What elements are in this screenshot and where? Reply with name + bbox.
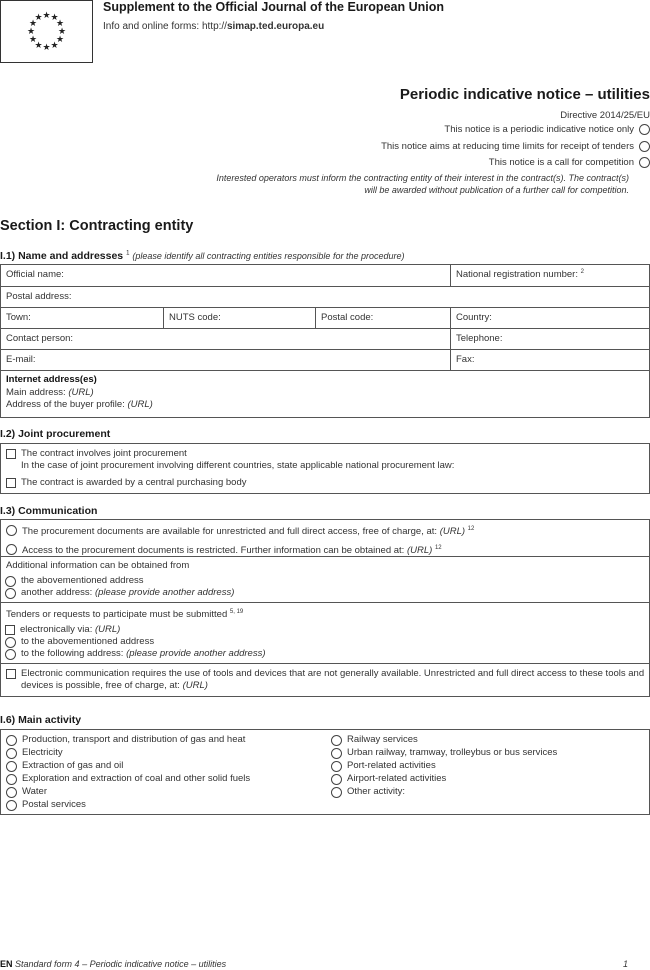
- national-reg-field[interactable]: [451, 265, 649, 286]
- internet-heading: Internet address(es): [6, 374, 97, 385]
- notice-option-pin-only[interactable]: [444, 124, 650, 135]
- svg-text:★: ★: [28, 35, 38, 45]
- checkbox[interactable]: [6, 669, 16, 679]
- svg-text:★: ★: [34, 41, 43, 51]
- radio-button[interactable]: [331, 787, 342, 798]
- additional-above-option[interactable]: [1, 575, 649, 587]
- radio-button[interactable]: [331, 761, 342, 772]
- restricted-text: Access to the procurement documents is restricted. Further information can be obtained at:: [22, 545, 405, 557]
- tenders-submitted-text: Tenders or requests to participate must be submitted: [6, 609, 228, 621]
- svg-text:★: ★: [50, 41, 59, 51]
- option-label: Postal services: [22, 799, 86, 810]
- internet-address-row: [1, 371, 649, 417]
- i6-heading: I.6) Main activity: [0, 714, 82, 726]
- radio-button[interactable]: [6, 787, 17, 798]
- eu-flag-icon: [0, 0, 93, 63]
- activity-coal[interactable]: [1, 773, 326, 785]
- option-label: This notice is a call for competition: [488, 157, 634, 168]
- electronically-text: electronically via:: [20, 624, 93, 636]
- radio-button[interactable]: [5, 576, 16, 587]
- option-label: Railway services: [347, 734, 418, 745]
- option-label: Port-related activities: [347, 760, 436, 771]
- svg-text:★: ★: [42, 43, 51, 53]
- unrestricted-text: The procurement documents are available for unrestricted and full direct access, free of charge, at:: [22, 526, 438, 538]
- radio-button[interactable]: [331, 774, 342, 785]
- form-name: Standard form 4 – Periodic indicative notice – utilities: [15, 959, 227, 969]
- buyer-profile-field[interactable]: [6, 399, 644, 412]
- radio-button[interactable]: [639, 157, 650, 168]
- svg-text:★: ★: [50, 13, 59, 23]
- joint-law-text: In the case of joint procurement involving different countries, state applicable national procurement law:: [21, 460, 455, 471]
- activity-gas-oil[interactable]: [1, 760, 326, 772]
- option-label: Electricity: [22, 747, 63, 758]
- info-url-link[interactable]: simap.ted.europa.eu: [226, 21, 325, 32]
- option-label: Other activity:: [347, 786, 406, 797]
- option-label: Extraction of gas and oil: [22, 760, 124, 771]
- radio-button[interactable]: [6, 544, 17, 555]
- another-address-text: another address:: [21, 587, 93, 598]
- notice-option-call-competition[interactable]: [489, 157, 650, 168]
- central-purchasing-option[interactable]: [1, 477, 649, 489]
- option-label: The contract involves joint procurement: [21, 448, 187, 459]
- documents-access-row: [1, 520, 649, 557]
- checkbox[interactable]: [5, 625, 15, 635]
- to-following-text: to the following address:: [21, 648, 124, 660]
- table-row: [1, 350, 649, 371]
- url-hint: (URL): [94, 624, 121, 636]
- national-reg-label: National registration number:: [456, 269, 578, 281]
- contact-person-field[interactable]: Contact person:: [1, 329, 451, 349]
- svg-text:★: ★: [26, 27, 36, 37]
- table-row: [1, 287, 649, 308]
- language-code: EN: [0, 959, 13, 969]
- radio-button[interactable]: [5, 637, 16, 648]
- svg-text:★: ★: [42, 11, 51, 21]
- telephone-field[interactable]: Telephone:: [456, 333, 503, 344]
- info-prefix: Info and online forms: http://: [103, 21, 227, 32]
- electronic-comm-row: [1, 664, 649, 696]
- page-number: 1: [622, 959, 628, 969]
- submit-electronically-option[interactable]: [1, 624, 649, 636]
- option-label: the abovementioned address: [21, 575, 144, 586]
- option-label: This notice is a periodic indicative notice only: [444, 124, 634, 135]
- additional-another-option[interactable]: [1, 587, 649, 599]
- radio-button[interactable]: [6, 748, 17, 759]
- submit-following-option[interactable]: [1, 648, 649, 660]
- option-label: [20, 624, 120, 636]
- tenders-text: [6, 606, 243, 621]
- option-label: Water: [22, 786, 47, 797]
- interest-note: Interested operators must inform the contracting entity of their interest in the contract(s). The contract(s) will be awarded without publication of a further call for competition.: [216, 173, 629, 195]
- activity-electricity[interactable]: [1, 747, 326, 759]
- main-activity-box: [0, 729, 650, 815]
- additional-info-row: [1, 557, 649, 603]
- joint-procurement-option[interactable]: [1, 448, 649, 460]
- radio-button[interactable]: [6, 735, 17, 746]
- unrestricted-access-option[interactable]: [1, 523, 649, 538]
- option-label: [21, 648, 266, 660]
- table-row: [1, 329, 649, 350]
- country-field[interactable]: Country:: [456, 312, 492, 323]
- option-label: [22, 523, 474, 538]
- section-title: Section I: Contracting entity: [0, 218, 194, 234]
- radio-button[interactable]: [6, 761, 17, 772]
- option-label: Airport-related activities: [347, 773, 447, 784]
- electronic-comm-option[interactable]: [1, 668, 649, 692]
- i3-heading: I.3) Communication: [0, 505, 98, 517]
- activity-column-left: [1, 734, 326, 811]
- option-label: Production, transport and distribution of gas and heat: [22, 734, 246, 745]
- activity-port[interactable]: [326, 760, 646, 772]
- checkbox[interactable]: [6, 449, 16, 459]
- i1-heading: [0, 250, 404, 262]
- fax-field[interactable]: Fax:: [456, 354, 475, 365]
- svg-text:★: ★: [55, 19, 65, 29]
- option-label: This notice aims at reducing time limits for receipt of tenders: [381, 141, 634, 152]
- main-address-label: Main address:: [6, 386, 66, 398]
- another-address-note: (please provide another address): [94, 587, 235, 598]
- footnote-ref: 12: [434, 545, 442, 552]
- url-hint: (URL): [439, 526, 466, 538]
- submit-above-option[interactable]: [1, 636, 649, 648]
- submission-row: [1, 603, 649, 664]
- checkbox[interactable]: [6, 478, 16, 488]
- notice-option-reduce-time[interactable]: [381, 141, 650, 152]
- radio-button[interactable]: [5, 649, 16, 660]
- table-row: [1, 265, 649, 287]
- radio-button[interactable]: [6, 525, 17, 536]
- page-footer: [0, 959, 226, 969]
- activity-postal[interactable]: [1, 799, 326, 811]
- town-field[interactable]: Town:: [1, 308, 164, 328]
- official-name-field[interactable]: Official name:: [1, 265, 451, 286]
- footnote-ref: 2: [580, 269, 584, 275]
- email-field[interactable]: E-mail:: [1, 350, 451, 370]
- communication-box: [0, 519, 650, 697]
- svg-text:★: ★: [28, 19, 38, 29]
- radio-button[interactable]: [5, 588, 16, 599]
- url-hint: (URL): [127, 399, 153, 410]
- url-hint: (URL): [182, 680, 208, 691]
- postal-address-field[interactable]: Postal address:: [6, 291, 72, 302]
- option-label: Urban railway, tramway, trolleybus or bus services: [347, 747, 558, 758]
- joint-procurement-box: [0, 443, 650, 494]
- option-label: to the abovementioned address: [21, 636, 155, 648]
- buyer-profile-label: Address of the buyer profile:: [6, 399, 125, 410]
- radio-button[interactable]: [6, 774, 17, 785]
- activity-water[interactable]: [1, 786, 326, 798]
- url-hint: (URL): [406, 545, 433, 557]
- activity-railway[interactable]: [326, 734, 646, 746]
- option-label: Exploration and extraction of coal and other solid fuels: [22, 773, 251, 784]
- table-row: [1, 308, 649, 329]
- info-line: [103, 21, 324, 32]
- option-label: [21, 668, 649, 692]
- svg-text:★: ★: [55, 35, 65, 45]
- additional-info-label: Additional information can be obtained from: [6, 560, 190, 571]
- postal-code-field[interactable]: Postal code:: [316, 308, 451, 328]
- radio-button[interactable]: [331, 735, 342, 746]
- activity-column-right: [326, 734, 646, 798]
- main-address-field[interactable]: [6, 387, 644, 400]
- url-hint: (URL): [68, 386, 94, 398]
- notice-title: Periodic indicative notice – utilities: [399, 86, 650, 103]
- activity-urban-railway[interactable]: [326, 747, 646, 759]
- option-label: [21, 587, 234, 599]
- radio-button[interactable]: [639, 141, 650, 152]
- tenders-label: [1, 606, 649, 621]
- i1-heading-text: I.1) Name and addresses: [0, 250, 124, 262]
- footnote-ref: 1: [126, 250, 130, 257]
- svg-text:★: ★: [57, 27, 67, 37]
- directive: Directive 2014/25/EU: [560, 110, 650, 121]
- nuts-code-field[interactable]: NUTS code:: [164, 308, 316, 328]
- radio-button[interactable]: [331, 748, 342, 759]
- radio-button[interactable]: [639, 124, 650, 135]
- activity-gas-heat[interactable]: [1, 734, 326, 746]
- svg-text:★: ★: [34, 13, 43, 23]
- footnote-ref: 12: [467, 526, 475, 532]
- activity-other[interactable]: [326, 786, 646, 798]
- i2-heading: I.2) Joint procurement: [0, 428, 111, 440]
- option-label: The contract is awarded by a central purchasing body: [21, 477, 247, 488]
- name-addresses-table: [0, 264, 650, 418]
- another-address-note: (please provide another address): [126, 648, 266, 660]
- footnote-ref: 5, 19: [229, 609, 244, 615]
- restricted-access-option[interactable]: [1, 542, 649, 557]
- i1-note: (please identify all contracting entities responsible for the procedure): [132, 251, 405, 261]
- option-label: [22, 542, 442, 557]
- journal-title: Supplement to the Official Journal of the European Union: [103, 0, 444, 14]
- activity-airport[interactable]: [326, 773, 646, 785]
- radio-button[interactable]: [6, 800, 17, 811]
- electronic-comm-text: Electronic communication requires the use of tools and devices that are not generally available. Unrestricted and full direct access to these tools and devices is possible, free of charge, at:: [21, 668, 645, 691]
